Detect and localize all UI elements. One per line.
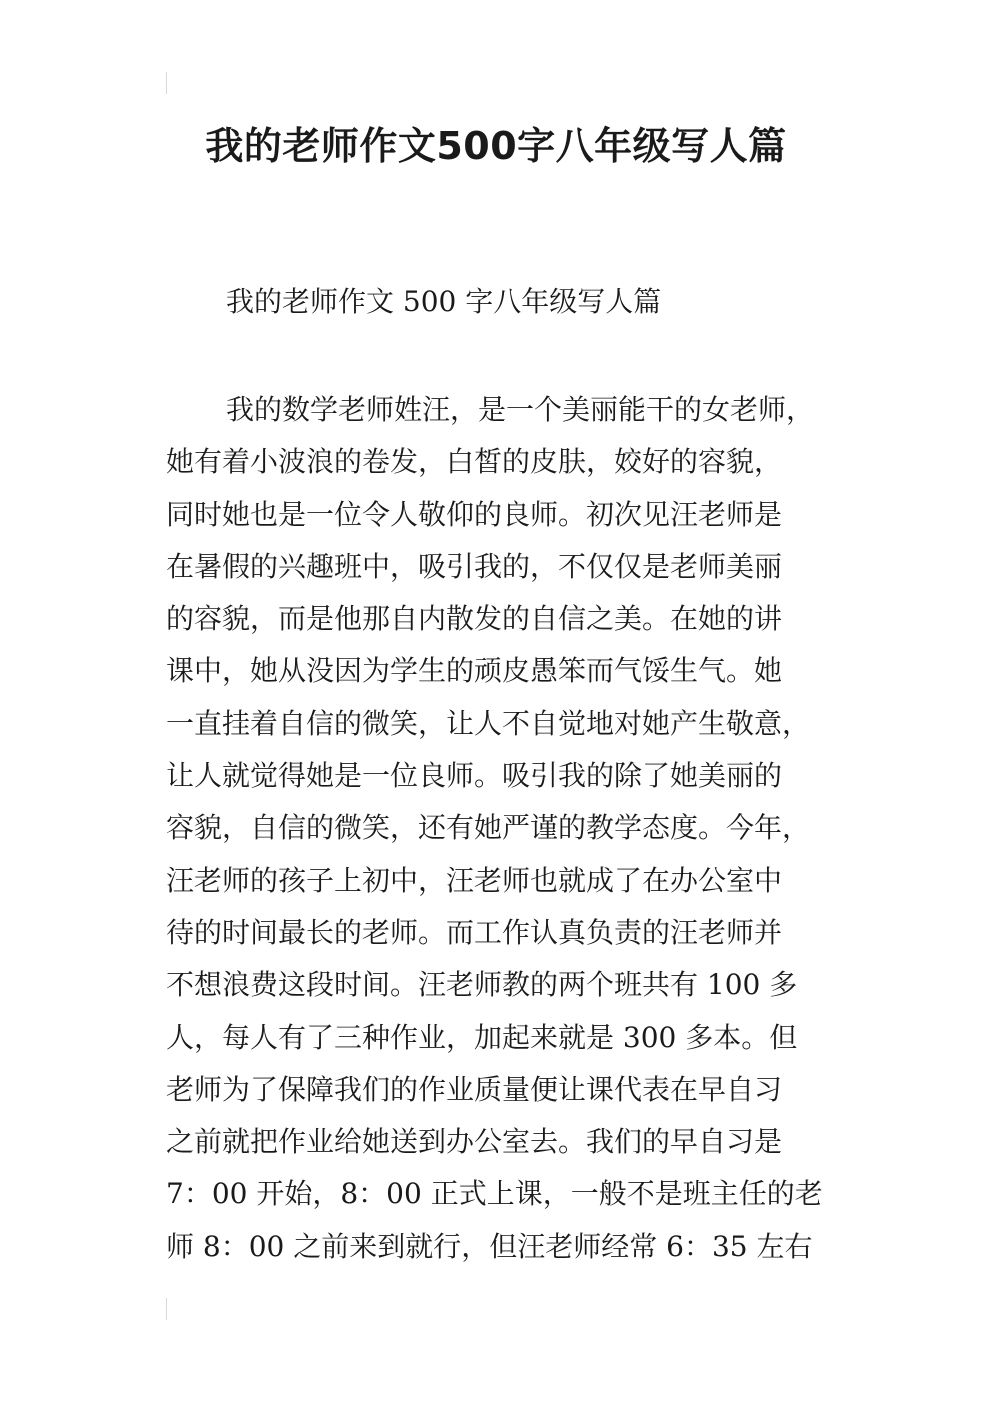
- document-title: 我的老师作文500字八年级写人篇: [205, 124, 787, 168]
- body-line: 课中，她从没因为学生的顽皮愚笨而气馁生气。她: [166, 654, 783, 688]
- body-line: 的容貌，而是他那自内散发的自信之美。在她的讲: [166, 602, 783, 636]
- body-line: 汪老师的孩子上初中，汪老师也就成了在办公室中: [166, 863, 783, 897]
- body-paragraph: [166, 384, 832, 1273]
- body-line: 一直挂着自信的微笑，让人不自觉地对她产生敬意，: [166, 706, 811, 740]
- body-line: 同时她也是一位令人敬仰的良师。初次见汪老师是: [166, 497, 783, 531]
- body-line: 老师为了保障我们的作业质量便让课代表在早自习: [166, 1072, 783, 1106]
- body-line: 让人就觉得她是一位良师。吸引我的除了她美丽的: [166, 759, 783, 793]
- body-line: 7：00 开始，8：00 正式上课，一般不是班主任的老: [166, 1177, 823, 1211]
- body-line: 我的数学老师姓汪，是一个美丽能干的女老师，: [226, 393, 815, 426]
- body-line: 之前就把作业给她送到办公室去。我们的早自习是: [166, 1125, 783, 1159]
- body-line: 人，每人有了三种作业，加起来就是 300 多本。但: [166, 1020, 798, 1054]
- page-corner-mark-bottom: [166, 1298, 167, 1320]
- page-corner-mark-top: [166, 72, 167, 94]
- body-line: 师 8：00 之前来到就行，但汪老师经常 6：35 左右: [166, 1229, 813, 1263]
- document-subtitle: 我的老师作文 500 字八年级写人篇: [226, 285, 662, 318]
- body-line: 待的时间最长的老师。而工作认真负责的汪老师并: [166, 915, 783, 949]
- body-line: 她有着小波浪的卷发，白皙的皮肤，姣好的容貌，: [166, 445, 783, 479]
- body-line: 不想浪费这段时间。汪老师教的两个班共有 100 多: [166, 968, 798, 1002]
- body-line: 容貌，自信的微笑，还有她严谨的教学态度。今年，: [166, 811, 811, 845]
- body-line: 在暑假的兴趣班中，吸引我的，不仅仅是老师美丽: [166, 549, 783, 583]
